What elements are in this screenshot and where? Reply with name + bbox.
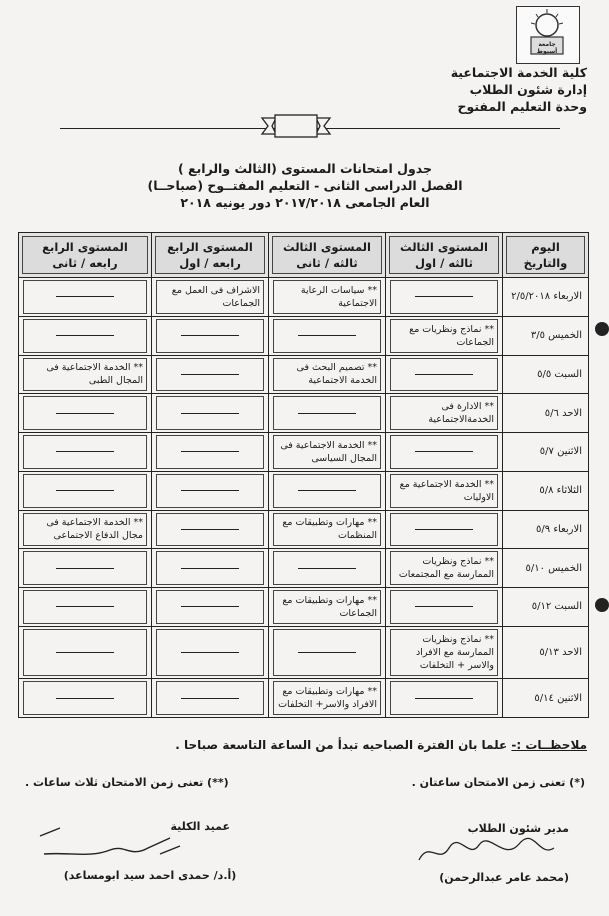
exam-cell xyxy=(269,355,386,394)
day-date-cell: السبت ٥/٥ xyxy=(503,355,589,394)
signature-name: (محمد عامر عبدالرحمن) xyxy=(439,871,569,884)
subject-name: ** مهارات وتطبيقات مع المنظمات xyxy=(282,517,377,542)
subject-name: ** نماذج ونظريات مع الجماعات xyxy=(409,323,494,348)
exam-cell xyxy=(152,679,269,718)
exam-cell-box xyxy=(156,396,264,430)
exam-cell xyxy=(152,549,269,588)
exam-title-block xyxy=(120,160,490,211)
exam-cell xyxy=(386,626,503,678)
exam-cell-box xyxy=(156,435,264,469)
header-level3-first: المستوى الثالث ثالثه / اول xyxy=(386,233,503,278)
exam-cell xyxy=(269,549,386,588)
exam-cell xyxy=(386,433,503,472)
exam-cell xyxy=(386,588,503,627)
exam-cell xyxy=(19,355,152,394)
exam-cell-box xyxy=(390,280,498,314)
day-date-cell: الاثنين ٥/٧ xyxy=(503,433,589,472)
exam-cell xyxy=(386,679,503,718)
exam-cell xyxy=(19,626,152,678)
exam-cell xyxy=(386,355,503,394)
exam-cell-box xyxy=(390,681,498,715)
empty-dash xyxy=(415,698,473,699)
unit-name: وحدة التعليم المفتوح xyxy=(457,99,587,114)
signature-dean xyxy=(50,820,250,882)
ribbon-ornament-icon xyxy=(260,112,332,142)
subject-name: ** الخدمة الاجتماعية فى المجال الطبى xyxy=(46,362,143,387)
exam-cell-box xyxy=(23,280,147,314)
exam-cell xyxy=(386,510,503,549)
exam-cell xyxy=(152,316,269,355)
signature-name: (أ.د/ حمدى احمد سيد ابومساعد) xyxy=(63,869,237,882)
exam-cell-box xyxy=(390,590,498,624)
exam-cell xyxy=(386,394,503,433)
exam-cell-box xyxy=(390,513,498,547)
empty-dash xyxy=(56,490,114,491)
subject-name: ** سياسات الرعاية الاجتماعية xyxy=(300,284,377,309)
empty-dash xyxy=(56,568,114,569)
exam-cell xyxy=(19,679,152,718)
subject-name: ** الخدمة الاجتماعية فى مجال الدفاع الاجتماعى xyxy=(46,517,143,542)
exam-cell xyxy=(19,510,152,549)
empty-dash xyxy=(181,568,239,569)
notes-section xyxy=(7,738,587,752)
exam-cell xyxy=(269,433,386,472)
exam-cell-box xyxy=(390,474,498,508)
empty-dash xyxy=(56,335,114,336)
table-row xyxy=(19,316,589,355)
exam-cell xyxy=(269,316,386,355)
exam-cell-box xyxy=(156,629,264,676)
exam-cell-box xyxy=(390,551,498,585)
empty-dash xyxy=(56,606,114,607)
exam-cell xyxy=(269,626,386,678)
subject-name: ** مهارات وتطبيقات مع الجماعات xyxy=(282,594,377,619)
subject-name: ** نماذج ونظريات الممارسة مع المجتمعات xyxy=(398,556,494,581)
punch-hole xyxy=(595,598,609,612)
subject-name: ** الخدمة الاجتماعية مع الاوليات xyxy=(399,478,494,503)
exam-cell xyxy=(19,549,152,588)
exam-cell-box xyxy=(273,358,381,392)
exam-cell xyxy=(269,510,386,549)
empty-dash xyxy=(181,698,239,699)
subject-name: الاشراف فى العمل مع الجماعات xyxy=(171,284,260,309)
header-level4-second: المستوى الرابع رابعه / ثانى xyxy=(19,233,152,278)
header-day: اليوم والتاريخ xyxy=(503,233,589,278)
exam-schedule-table xyxy=(18,232,589,718)
exam-cell-box xyxy=(273,513,381,547)
exam-cell-box xyxy=(23,396,147,430)
title-line-3: العام الجامعى ٢٠١٧/٢٠١٨ دور يونيه ٢٠١٨ xyxy=(180,195,430,210)
table-row xyxy=(19,355,589,394)
table-row xyxy=(19,471,589,510)
department-name: إدارة شئون الطلاب xyxy=(469,82,587,97)
empty-dash xyxy=(181,335,239,336)
exam-cell-box xyxy=(390,435,498,469)
notes-label: ملاحظــات :- xyxy=(511,738,587,752)
exam-cell-box xyxy=(156,513,264,547)
exam-cell xyxy=(19,433,152,472)
exam-cell-box xyxy=(156,681,264,715)
signature-title: مدير شئون الطلاب xyxy=(467,822,569,835)
exam-cell xyxy=(152,355,269,394)
table-header-row xyxy=(19,233,589,278)
day-date-cell: الاحد ٥/١٣ xyxy=(503,626,589,678)
exam-cell xyxy=(269,588,386,627)
exam-cell xyxy=(386,471,503,510)
exam-cell-box xyxy=(156,551,264,585)
subject-name: ** مهارات وتطبيقات مع الافراد والاسر+ التخلفات xyxy=(278,686,377,711)
exam-cell-box xyxy=(390,358,498,392)
exam-cell xyxy=(386,316,503,355)
table-row xyxy=(19,510,589,549)
faculty-name: كلية الخدمة الاجتماعية xyxy=(450,65,587,80)
exam-cell-box xyxy=(23,474,147,508)
table-row xyxy=(19,626,589,678)
empty-dash xyxy=(298,568,356,569)
handwritten-signature-icon xyxy=(409,830,559,870)
exam-cell xyxy=(269,471,386,510)
empty-dash xyxy=(415,451,473,452)
exam-cell xyxy=(19,278,152,317)
title-line-1: جدول امتحانات المستوى (الثالث والرابع ) xyxy=(177,161,433,176)
exam-cell-box xyxy=(23,681,147,715)
exam-cell xyxy=(19,588,152,627)
exam-cell-box xyxy=(273,551,381,585)
exam-cell-box xyxy=(390,396,498,430)
table-row xyxy=(19,549,589,588)
exam-cell-box xyxy=(23,629,147,676)
header-level3-second: المستوى الثالث ثالثه / ثانى xyxy=(269,233,386,278)
institution-header xyxy=(387,64,587,115)
exam-cell-box xyxy=(23,358,147,392)
exam-cell xyxy=(152,588,269,627)
exam-cell xyxy=(386,278,503,317)
exam-cell xyxy=(152,626,269,678)
legend-double-star: (**) تعنى زمن الامتحان ثلاث ساعات . xyxy=(25,776,229,789)
day-date-cell: الخميس ٥/١٠ xyxy=(503,549,589,588)
subject-name: ** الادارة فى الخدمةالاجتماعية xyxy=(428,401,494,426)
signature-title: عميد الكلية xyxy=(170,820,230,833)
exam-cell xyxy=(152,510,269,549)
signature-student-affairs xyxy=(419,822,569,884)
day-date-cell: الاثنين ٥/١٤ xyxy=(503,679,589,718)
table-row xyxy=(19,679,589,718)
empty-dash xyxy=(56,296,114,297)
exam-cell-box xyxy=(156,590,264,624)
subject-name: ** تصميم البحث فى الخدمة الاجتماعية xyxy=(296,362,377,387)
exam-cell-box xyxy=(23,319,147,353)
empty-dash xyxy=(181,606,239,607)
exam-cell-box xyxy=(273,629,381,676)
handwritten-signature-icon xyxy=(30,824,230,866)
exam-cell xyxy=(19,394,152,433)
day-date-cell: الاربعاء ٥/٩ xyxy=(503,510,589,549)
exam-cell xyxy=(269,679,386,718)
subject-name: ** الخدمة الاجتماعية فى المجال السياسى xyxy=(280,439,377,464)
exam-cell xyxy=(269,278,386,317)
exam-cell-box xyxy=(156,280,264,314)
exam-cell-box xyxy=(273,681,381,715)
empty-dash xyxy=(56,451,114,452)
day-date-cell: الخميس ٣/٥ xyxy=(503,316,589,355)
punch-hole xyxy=(595,322,609,336)
exam-cell xyxy=(152,433,269,472)
day-date-cell: الاحد ٥/٦ xyxy=(503,394,589,433)
exam-cell-box xyxy=(273,435,381,469)
exam-cell-box xyxy=(23,513,147,547)
logo-caption: جامعة أسيوط xyxy=(536,41,558,55)
exam-cell-box xyxy=(23,551,147,585)
exam-cell xyxy=(269,394,386,433)
empty-dash xyxy=(181,413,239,414)
empty-dash xyxy=(181,451,239,452)
table-row xyxy=(19,588,589,627)
table-row xyxy=(19,433,589,472)
empty-dash xyxy=(298,413,356,414)
exam-cell-box xyxy=(156,319,264,353)
university-logo xyxy=(516,6,580,64)
empty-dash xyxy=(298,335,356,336)
empty-dash xyxy=(298,490,356,491)
empty-dash xyxy=(181,374,239,375)
notes-text: علما بان الفترة الصباحيه تبدأ من الساعة التاسعة صباحا . xyxy=(175,738,508,752)
empty-dash xyxy=(181,490,239,491)
empty-dash xyxy=(415,606,473,607)
exam-cell-box xyxy=(23,590,147,624)
exam-cell-box xyxy=(273,319,381,353)
subject-name: ** نماذج ونظريات الممارسة مع الافراد والاسر + التخلفات xyxy=(416,633,494,671)
empty-dash xyxy=(181,529,239,530)
exam-cell-box xyxy=(273,280,381,314)
exam-cell-box xyxy=(273,396,381,430)
day-date-cell: الاربعاء ٢/٥/٢٠١٨ xyxy=(503,278,589,317)
exam-cell-box xyxy=(273,474,381,508)
empty-dash xyxy=(181,652,239,653)
exam-cell xyxy=(19,471,152,510)
table-row xyxy=(19,278,589,317)
title-line-2: الفصل الدراسى الثانى - التعليم المفتــوح (صباحــا) xyxy=(147,178,463,193)
exam-cell-box xyxy=(390,319,498,353)
exam-cell xyxy=(152,278,269,317)
exam-cell-box xyxy=(156,474,264,508)
exam-cell xyxy=(386,549,503,588)
empty-dash xyxy=(56,652,114,653)
empty-dash xyxy=(415,296,473,297)
duration-legend xyxy=(25,776,585,789)
empty-dash xyxy=(415,374,473,375)
empty-dash xyxy=(56,698,114,699)
exam-cell-box xyxy=(23,435,147,469)
exam-cell xyxy=(152,471,269,510)
header-level4-first: المستوى الرابع رابعه / اول xyxy=(152,233,269,278)
exam-cell xyxy=(19,316,152,355)
exam-cell xyxy=(152,394,269,433)
day-date-cell: السبت ٥/١٢ xyxy=(503,588,589,627)
exam-cell-box xyxy=(390,629,498,676)
legend-single-star: (*) تعنى زمن الامتحان ساعتان . xyxy=(411,776,585,789)
empty-dash xyxy=(298,652,356,653)
day-date-cell: الثلاثاء ٥/٨ xyxy=(503,471,589,510)
table-row xyxy=(19,394,589,433)
empty-dash xyxy=(56,413,114,414)
exam-cell-box xyxy=(156,358,264,392)
empty-dash xyxy=(415,529,473,530)
exam-cell-box xyxy=(273,590,381,624)
